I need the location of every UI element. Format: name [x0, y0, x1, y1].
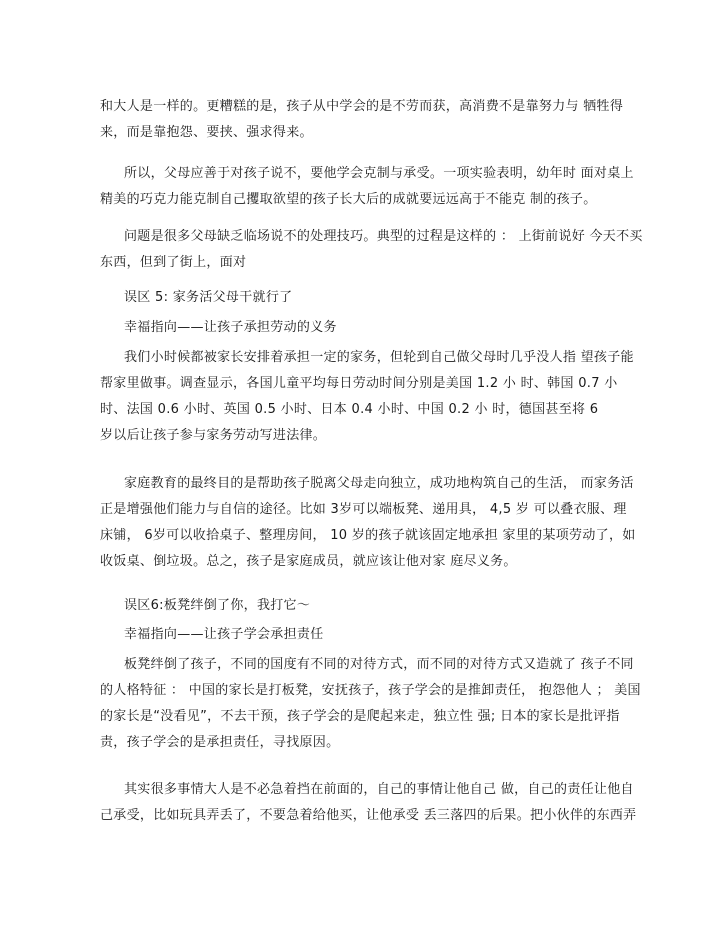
- text-line: 和大人是一样的。更糟糕的是，孩子从中学会的是不劳而获，高消费不是靠努力与 牺牲得: [100, 99, 624, 114]
- text-line: 岁以后让孩子参与家务劳动写进法律。: [100, 428, 327, 443]
- text-line: 时、法国 0.6 小时、英国 0.5 小时、日本 0.4 小时、中国 0.2 小 时，德国甚至将 6: [100, 402, 599, 417]
- text-line: 板凳绊倒了孩子，不同的国度有不同的对待方式，而不同的对待方式又造就了 孩子不同: [124, 657, 634, 672]
- paragraph-p5: [100, 471, 636, 575]
- paragraph-p1: [100, 94, 624, 146]
- text-line: 责，孩子学会的是承担责任，寻找原因。: [100, 735, 340, 750]
- paragraph-p7: [100, 777, 637, 829]
- text-line: 家庭教育的最终目的是帮助孩子脱离父母走向独立，成功地构筑自己的生活， 而家务活: [124, 476, 634, 491]
- heading-text: 误区6:板凳绊倒了你，我打它～: [124, 598, 311, 613]
- text-line: 床铺， 6岁可以收拾桌子、整理房间， 10 岁的孩子就该固定地承担 家里的某项劳动了，如: [100, 528, 636, 543]
- section-subheading-responsibility: [100, 622, 612, 648]
- text-line: 东西，但到了街上，面对: [100, 255, 247, 270]
- subheading-text: 幸福指向——让孩子学会承担责任: [124, 627, 324, 642]
- text-line: 己承受，比如玩具弄丢了，不要急着给他买，让他承受 丢三落四的后果。把小伙伴的东西弄: [100, 808, 637, 823]
- paragraph-p2: [100, 161, 634, 213]
- text-line: 精美的巧克力能克制自己攫取欲望的孩子长大后的成就要远远高于不能克 制的孩子。: [100, 192, 597, 207]
- section-subheading-labor: [100, 315, 612, 341]
- paragraph-p4: [100, 345, 634, 449]
- text-line: 所以，父母应善于对孩子说不，要他学会克制与承受。一项实验表明，幼年时 面对桌上: [124, 166, 634, 181]
- text-line: 帮家里做事。调查显示，各国儿童平均每日劳动时间分别是美国 1.2 小 时、韩国 0.7 小: [100, 376, 618, 391]
- subheading-text: 幸福指向——让孩子承担劳动的义务: [124, 320, 337, 335]
- paragraph-p3: [100, 224, 643, 276]
- text-line: 来，而是靠抱怨、要挟、强求得来。: [100, 125, 313, 140]
- heading-text: 误区 5: 家务活父母干就行了: [124, 290, 293, 305]
- text-line: 的人格特征 ： 中国的家长是打板凳，安抚孩子，孩子学会的是推卸责任， 抱怨他人 ； 美国: [100, 683, 641, 698]
- text-line: 的家长是“没看见”，不去干预，孩子学会的是爬起来走，独立性 强; 日本的家长是批评指: [100, 709, 620, 724]
- text-line: 我们小时候都被家长安排着承担一定的家务，但轮到自己做父母时几乎没人指 望孩子能: [124, 350, 634, 365]
- paragraph-p6: [100, 652, 641, 756]
- section-heading-mistake-6: [100, 593, 612, 619]
- text-line: 问题是很多父母缺乏临场说不的处理技巧。典型的过程是这样的 ： 上街前说好 今天不买: [124, 229, 643, 244]
- section-heading-mistake-5: [100, 285, 612, 311]
- text-line: 其实很多事情大人是不必急着挡在前面的，自己的事情让他自己 做，自己的责任让他自: [124, 782, 634, 797]
- text-line: 正是增强他们能力与自信的途径。比如 3岁可以端板凳、递用具， 4,5 岁 可以叠衣服、理: [100, 502, 627, 517]
- text-line: 收饭桌、倒垃圾。总之，孩子是家庭成员，就应该让他对家 庭尽义务。: [100, 554, 517, 569]
